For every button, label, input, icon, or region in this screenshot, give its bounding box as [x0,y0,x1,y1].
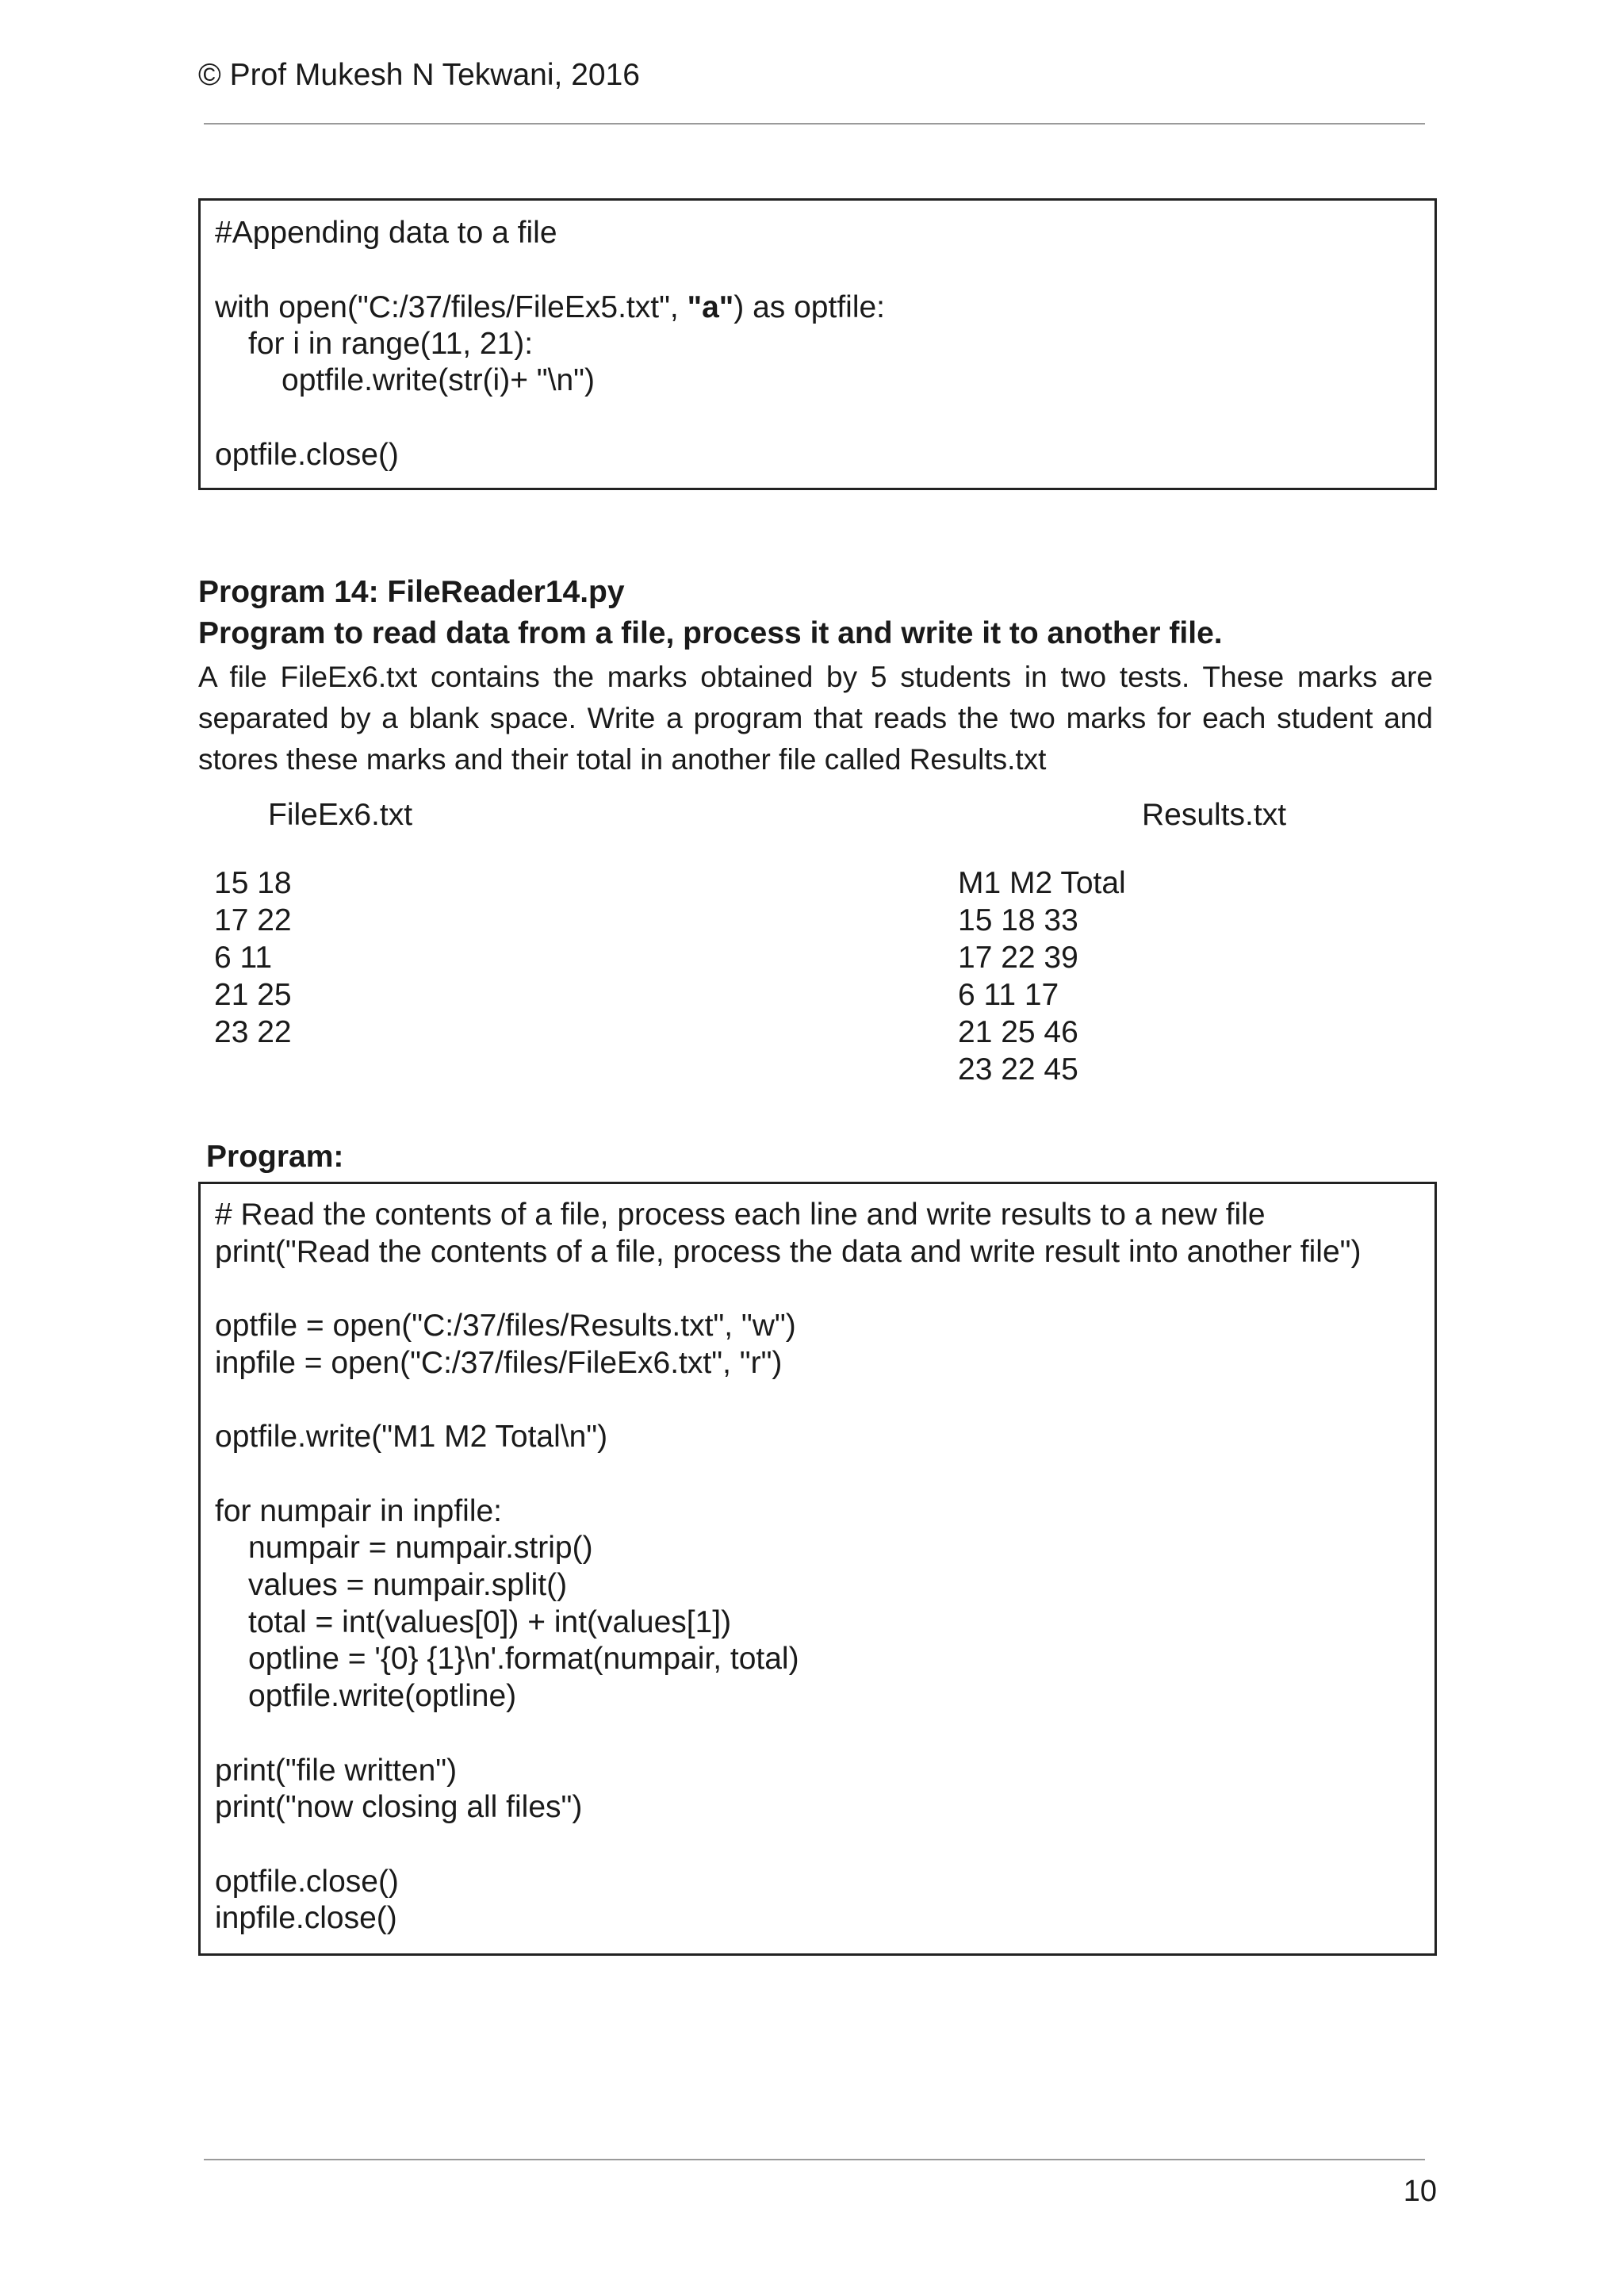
input-file-name: FileEx6.txt [268,798,413,832]
page-number: 10 [1403,2175,1437,2208]
code-line: for numpair in inpfile: [215,1493,503,1528]
code-line: inpfile.close() [215,1901,397,1936]
input-line: 21 25 [214,978,292,1012]
output-line: M1 M2 Total [958,866,1126,900]
output-line: 15 18 33 [958,903,1078,937]
code-line: print("Read the contents of a file, process the data and write result into another file") [215,1234,1362,1269]
code-line: optline = '{0} {1}\n'.format(numpair, total) [248,1642,799,1677]
output-line: 23 22 45 [958,1052,1078,1087]
append-open-line [215,289,885,326]
input-line: 17 22 [214,903,292,937]
append-code-box [198,198,1437,490]
page-header-copyright: © Prof Mukesh N Tekwani, 2016 [198,58,640,92]
description-line: A file FileEx6.txt contains the marks obtained by 5 students in two tests. These marks are [198,661,1433,693]
input-file-contents [214,864,292,1051]
code-line: print("file written") [215,1753,458,1788]
output-line: 21 25 46 [958,1015,1078,1049]
input-line: 23 22 [214,1015,292,1049]
append-comment: #Appending data to a file [215,216,557,250]
code-line: optfile.close() [215,1864,399,1899]
code-line: total = int(values[0]) + int(values[1]) [248,1604,732,1639]
open-mode: "a" [687,290,734,324]
append-close-line: optfile.close() [215,438,399,472]
input-line: 15 18 [214,866,292,900]
output-line: 17 22 39 [958,941,1078,975]
output-file-contents [958,864,1126,1088]
output-line: 6 11 17 [958,978,1059,1012]
code-line: optfile.write("M1 M2 Total\n") [215,1420,608,1455]
open-prefix: with open("C:/37/files/FileEx5.txt", [215,290,688,324]
output-file-name: Results.txt [1142,798,1287,832]
code-line: optfile = open("C:/37/files/Results.txt", "w") [215,1309,796,1343]
program-label: Program: [206,1140,344,1174]
code-line: optfile.write(optline) [248,1679,517,1714]
program-code-box [198,1182,1437,1956]
program-subtitle: Program to read data from a file, process it and write it to another file. [198,616,1223,650]
footer-divider [204,2159,1425,2160]
description-line: stores these marks and their total in another file called Results.txt [198,743,1047,776]
code-line: numpair = numpair.strip() [248,1531,593,1566]
program-title: Program 14: FileReader14.py [198,575,625,609]
header-divider [204,123,1425,125]
description-line: separated by a blank space. Write a program that reads the two marks for each student and [198,702,1433,734]
code-line: values = numpair.split() [248,1568,568,1602]
code-line: # Read the contents of a file, process each line and write results to a new file [215,1198,1266,1232]
input-line: 6 11 [214,941,273,975]
open-suffix: ) as optfile: [733,290,886,324]
append-write-line: optfile.write(str(i)+ "\n") [282,363,596,397]
append-for-line: for i in range(11, 21): [248,327,534,361]
code-line: print("now closing all files") [215,1790,583,1825]
code-line: inpfile = open("C:/37/files/FileEx6.txt", "r") [215,1345,783,1380]
